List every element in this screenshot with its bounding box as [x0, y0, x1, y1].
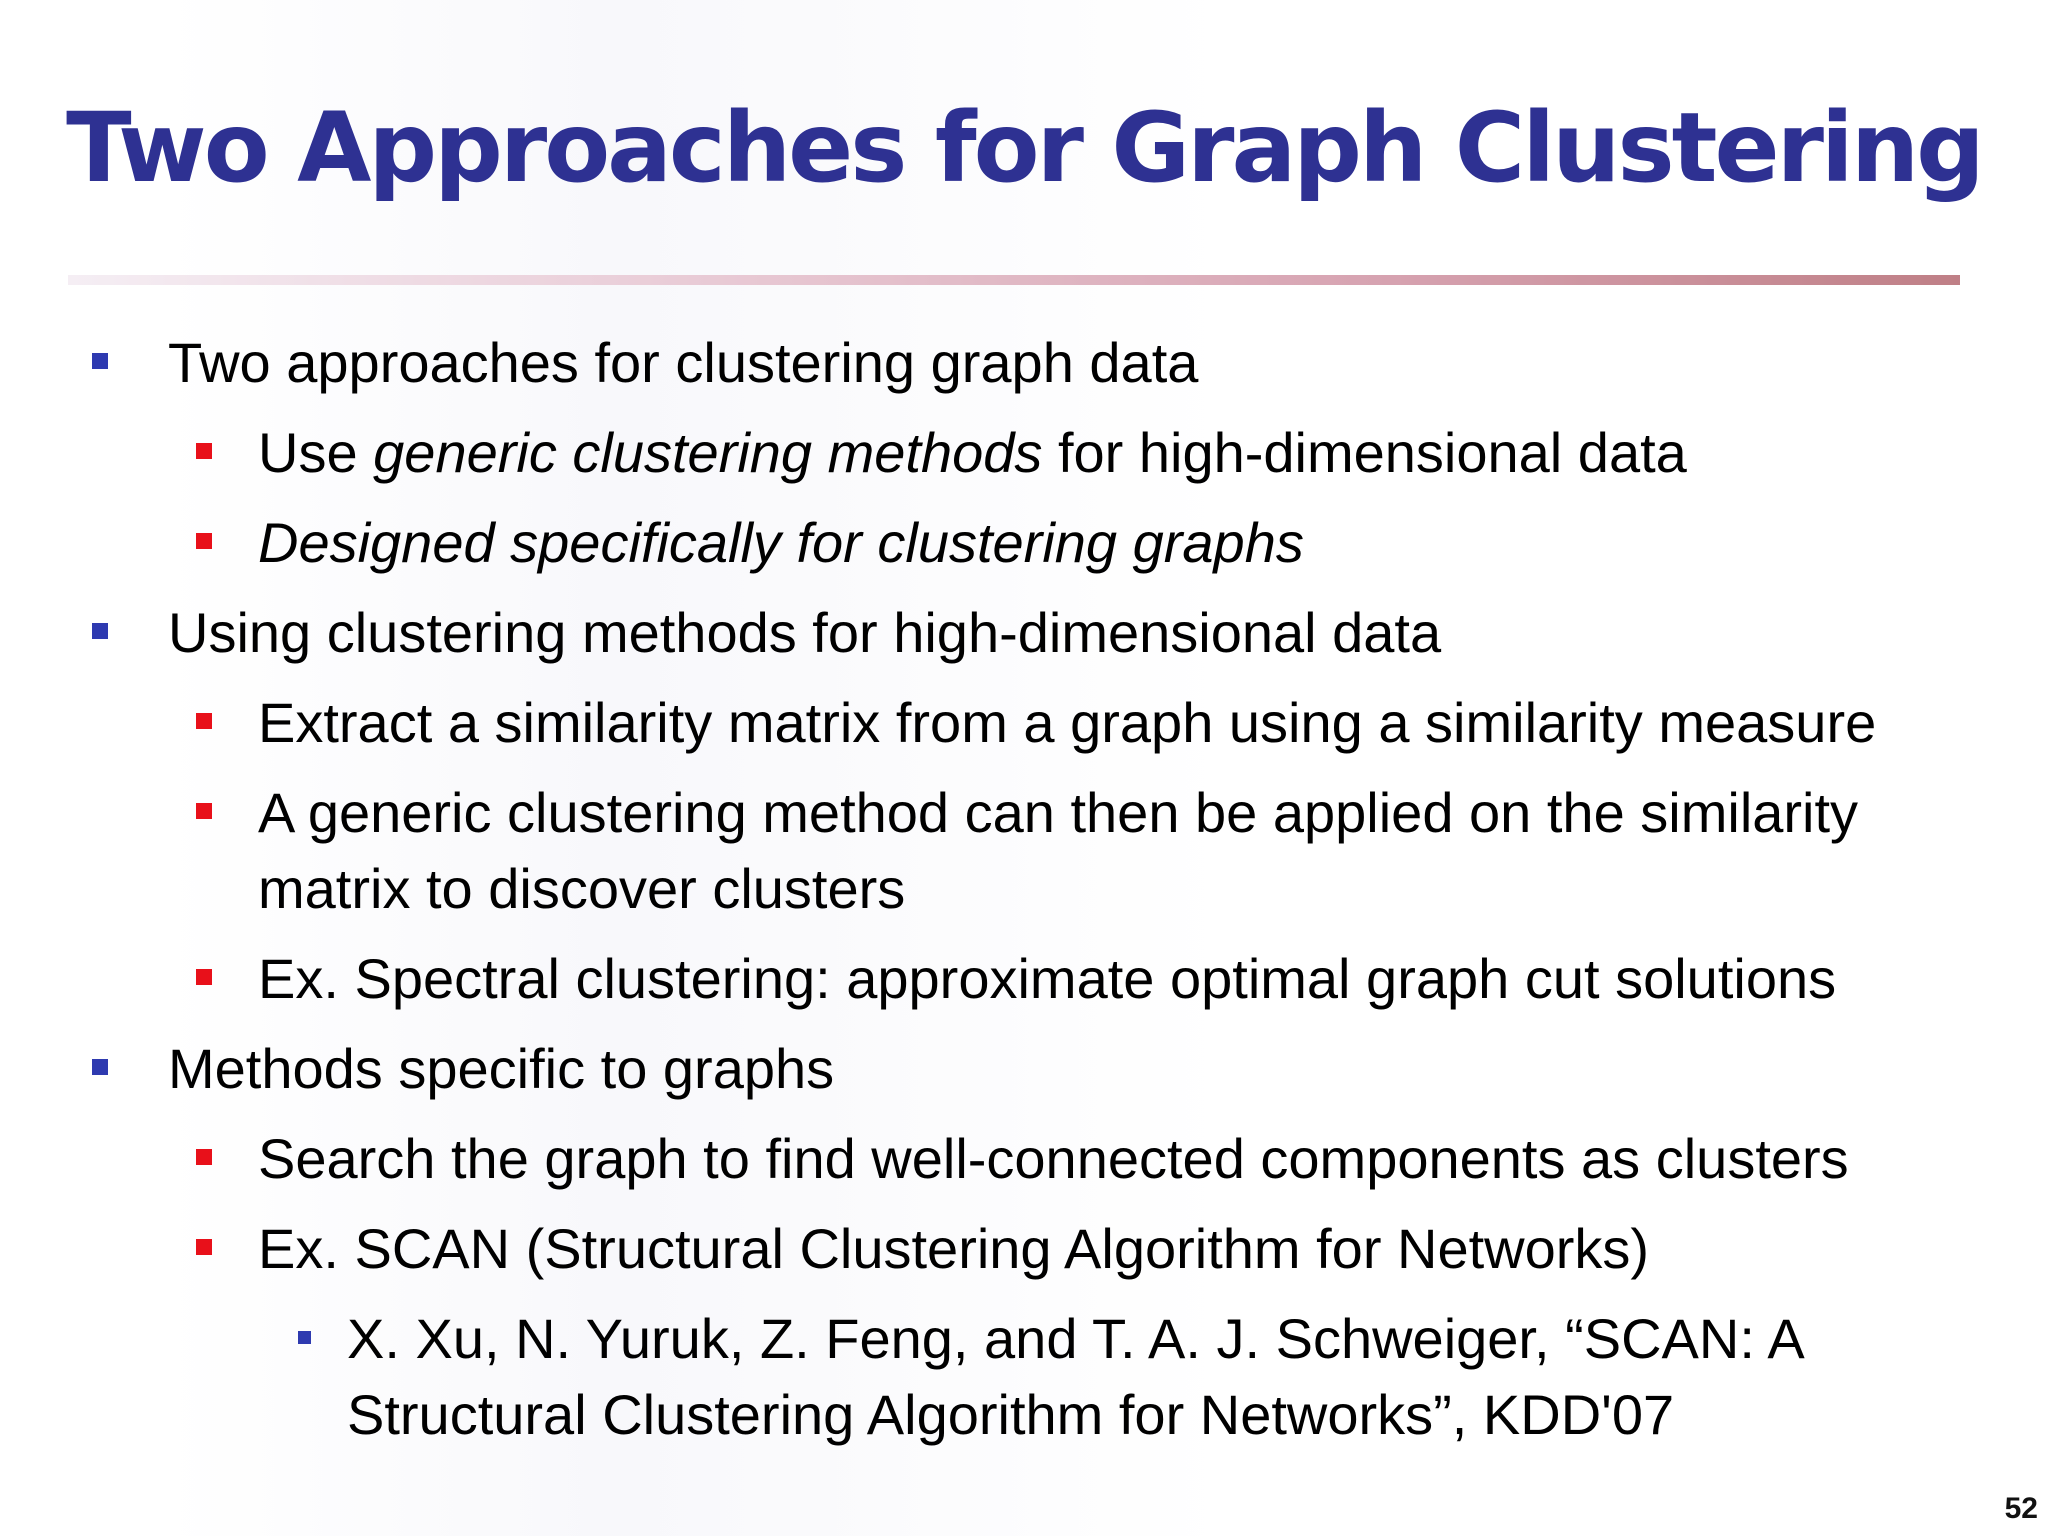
square-bullet-icon: [196, 533, 212, 549]
bullet-text-prefix: Use: [258, 421, 374, 484]
sub-bullet-item: [258, 415, 1687, 491]
slide-title: Two Approaches for Graph Clustering: [66, 92, 1982, 204]
square-bullet-icon: [196, 713, 212, 729]
bullet-text: Search the graph to find well-connected components as clusters: [258, 1127, 1849, 1190]
bullet-continuation: [347, 1377, 1674, 1453]
bullet-text-line: Structural Clustering Algorithm for Networks”, KDD'07: [347, 1383, 1675, 1446]
bullet-item: [168, 325, 1198, 401]
bullet-text: Two approaches for clustering graph data: [168, 331, 1199, 394]
square-bullet-icon: [196, 969, 212, 985]
bullet-text: Using clustering methods for high-dimensional data: [168, 601, 1442, 664]
bullet-text-line: matrix to discover clusters: [258, 857, 906, 920]
sub-bullet-item: [258, 685, 1876, 761]
square-bullet-icon: [92, 623, 108, 639]
bullet-text: Extract a similarity matrix from a graph using a similarity measure: [258, 691, 1877, 754]
bullet-text: Methods specific to graphs: [168, 1037, 835, 1100]
slide-number: 52: [2004, 1492, 2038, 1525]
bullet-item: [168, 595, 1441, 671]
bullet-text: Ex. Spectral clustering: approximate optimal graph cut solutions: [258, 947, 1837, 1010]
bullet-text-italic: generic clustering methods: [373, 421, 1043, 484]
bullet-item: [168, 1031, 834, 1107]
sub-bullet-item: [258, 775, 1858, 851]
square-bullet-icon: [196, 803, 212, 819]
bullet-text-italic: Designed specifically for clustering graphs: [258, 511, 1304, 574]
sub-bullet-item: [258, 1211, 1649, 1287]
bullet-text-line: A generic clustering method can then be applied on the similarity: [258, 781, 1859, 844]
square-bullet-icon: [196, 443, 212, 459]
bullet-text-suffix: for high-dimensional data: [1042, 421, 1687, 484]
bullet-text: Ex. SCAN (Structural Clustering Algorithm for Networks): [258, 1217, 1650, 1280]
square-bullet-icon: [298, 1331, 311, 1344]
square-bullet-icon: [92, 1059, 108, 1075]
bullet-text-line: X. Xu, N. Yuruk, Z. Feng, and T. A. J. Schweiger, “SCAN: A: [347, 1307, 1805, 1370]
square-bullet-icon: [92, 353, 108, 369]
sub-bullet-item: [258, 1121, 1849, 1197]
square-bullet-icon: [196, 1239, 212, 1255]
sub-sub-bullet-item: [347, 1301, 1805, 1377]
bullet-continuation: [258, 851, 905, 927]
sub-bullet-item: [258, 941, 1836, 1017]
sub-bullet-item: [258, 505, 1304, 581]
square-bullet-icon: [196, 1149, 212, 1165]
